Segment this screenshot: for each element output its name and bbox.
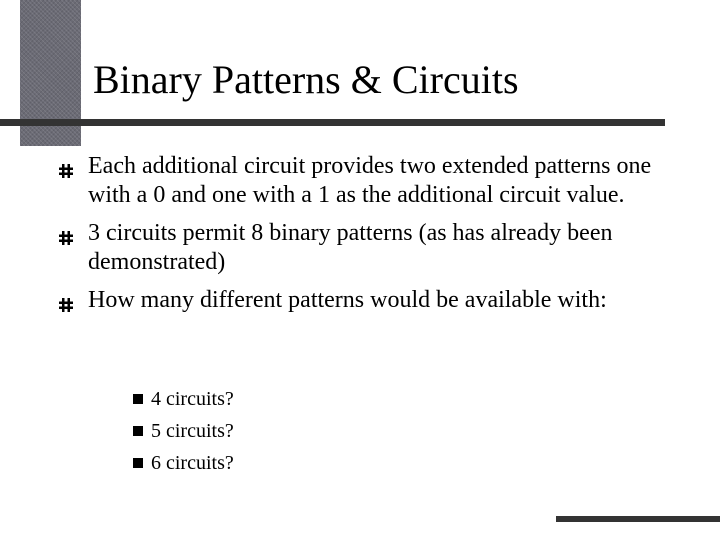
hash-bullet-icon [59,164,73,178]
square-bullet-icon [133,394,143,404]
square-bullet-icon [133,426,143,436]
hash-bullet-icon [59,298,73,312]
square-bullet-icon [133,458,143,468]
footer-rule [556,516,720,522]
title-rule [0,119,665,126]
sub-bullet-text: 6 circuits? [151,452,234,474]
sub-bullet-text: 4 circuits? [151,388,234,410]
slide-title: Binary Patterns & Circuits [93,57,519,102]
bullet-text: Each additional circuit provides two extended patterns one with a 0 and one with a 1 as the additional circuit value. [88,153,652,208]
sub-bullet-item [132,415,234,447]
sub-bullet-item [132,447,234,479]
bullet-list [57,152,657,324]
hash-bullet-icon [59,231,73,245]
bullet-item [57,152,657,210]
sub-bullet-text: 5 circuits? [151,420,234,442]
sub-bullet-list [132,383,234,479]
sub-bullet-item [132,383,234,415]
bullet-item [57,286,657,315]
bullet-text: How many different patterns would be available with: [88,287,607,313]
bullet-item [57,219,657,277]
bullet-text: 3 circuits permit 8 binary patterns (as has already been demonstrated) [88,220,613,275]
